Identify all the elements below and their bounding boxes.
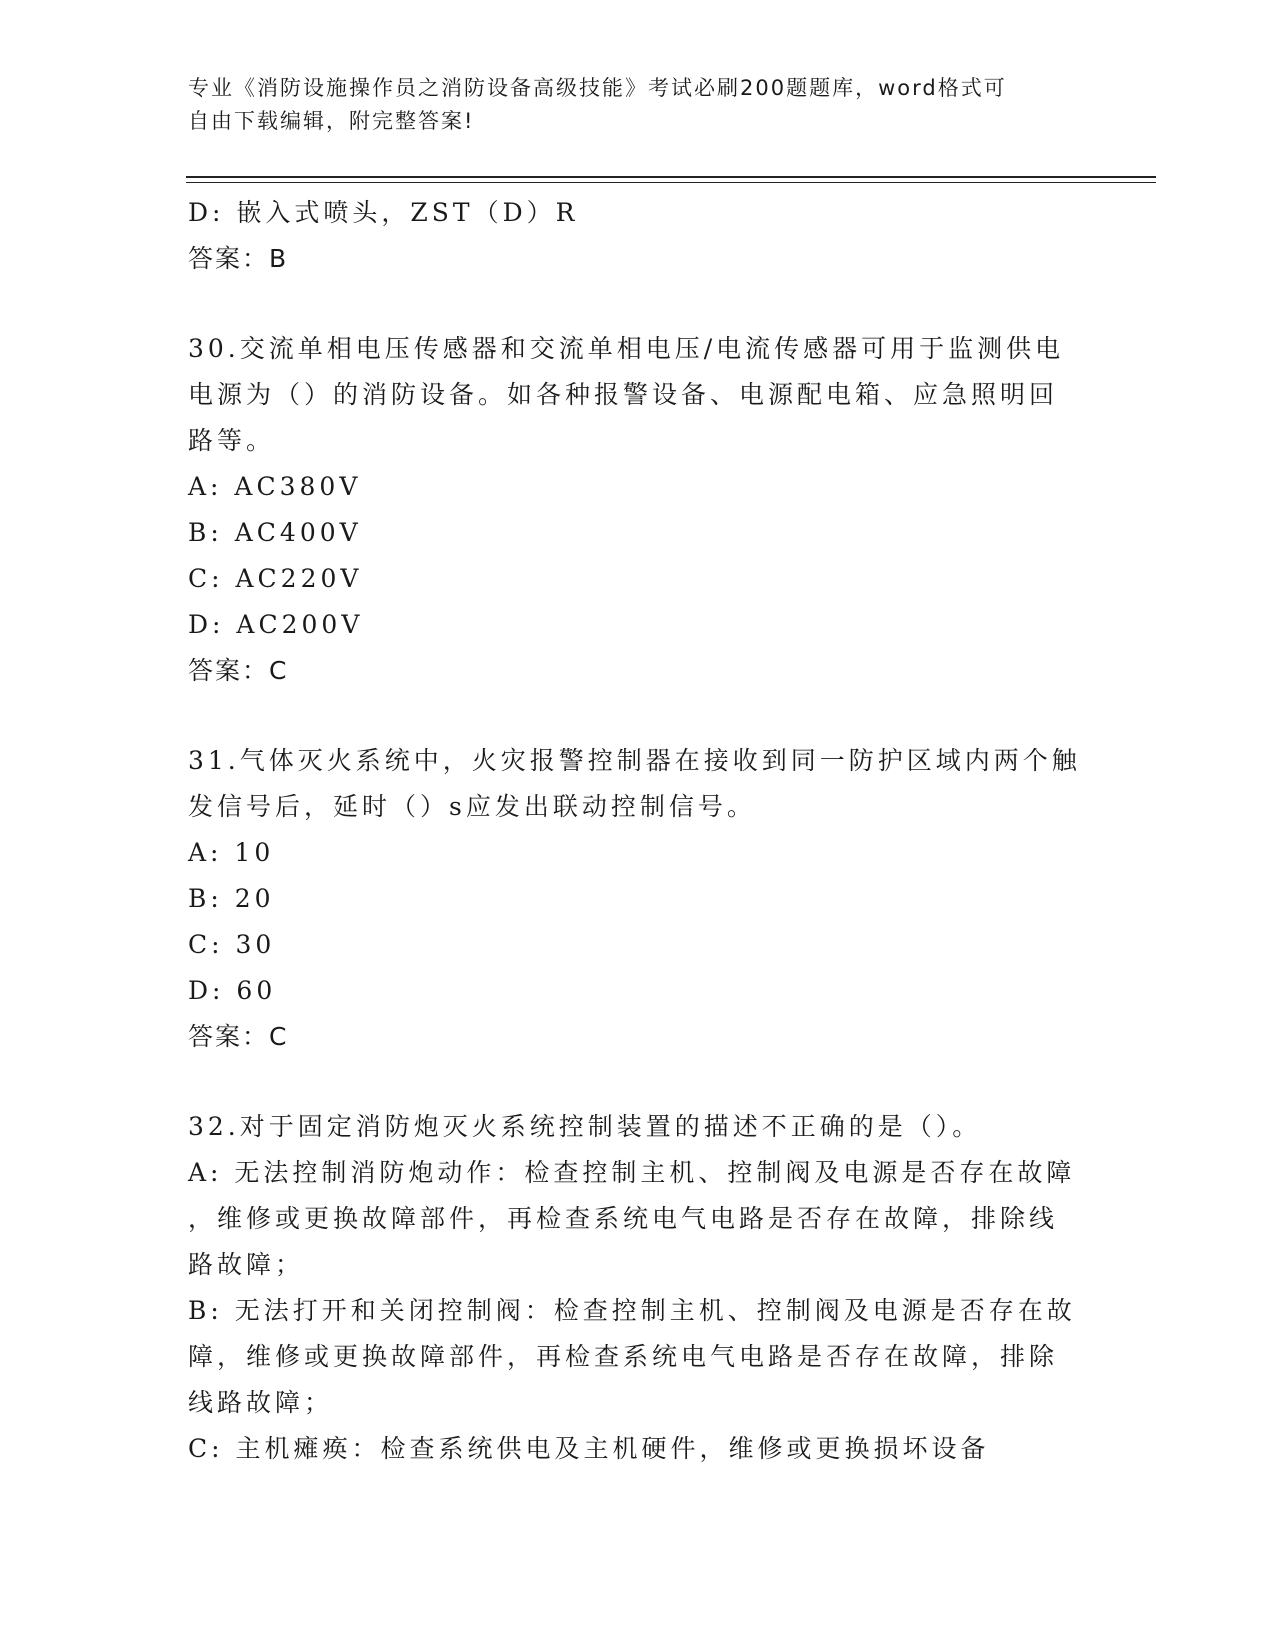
- question-31: [188, 738, 1088, 1060]
- option-line: D: 嵌入式喷头，ZST（D）R: [188, 198, 579, 227]
- option-c: C: 30: [188, 930, 276, 959]
- question-text: 电源为（）的消防设备。如各种报警设备、电源配电箱、应急照明回: [188, 380, 1059, 409]
- document-header: [188, 72, 1088, 138]
- option-d: D: 60: [188, 976, 277, 1005]
- question-30: [188, 326, 1088, 694]
- header-line-1: 专业《消防设施操作员之消防设备高级技能》考试必刷200题题库，word格式可: [188, 76, 1007, 100]
- option-b-line: B: 无法打开和关闭控制阀：检查控制主机、控制阀及电源是否存在故: [188, 1296, 1076, 1325]
- question-text: 30.交流单相电压传感器和交流单相电压/电流传感器可用于监测供电: [188, 334, 1065, 363]
- header-rule-thin: [186, 182, 1156, 183]
- header-line-2: 自由下载编辑，附完整答案!: [188, 109, 475, 133]
- option-a: A: AC380V: [188, 472, 362, 501]
- question-text: 31.气体灭火系统中，火灾报警控制器在接收到同一防护区域内两个触: [188, 746, 1081, 775]
- option-c-line: C: 主机瘫痪：检查系统供电及主机硬件，维修或更换损坏设备: [188, 1434, 990, 1463]
- answer-line: 答案：C: [188, 1022, 289, 1051]
- option-a-line: 路故障；: [188, 1250, 305, 1279]
- question-text: 路等。: [188, 426, 276, 455]
- option-a-line: A: 无法控制消防炮动作：检查控制主机、控制阀及电源是否存在故障: [188, 1158, 1076, 1187]
- header-rule-thick: [186, 176, 1156, 178]
- option-b: B: AC400V: [188, 518, 362, 547]
- question-text: 32.对于固定消防炮灭火系统控制装置的描述不正确的是（）。: [188, 1112, 982, 1141]
- option-a-line: ，维修或更换故障部件，再检查系统电气电路是否存在故障，排除线: [188, 1204, 1059, 1233]
- answer-line: 答案：B: [188, 244, 289, 273]
- document-body: [188, 190, 1088, 1472]
- option-c: C: AC220V: [188, 564, 363, 593]
- option-a: A: 10: [188, 838, 275, 867]
- option-b-line: 障，维修或更换故障部件，再检查系统电气电路是否存在故障，排除: [188, 1342, 1059, 1371]
- option-b: B: 20: [188, 884, 275, 913]
- option-b-line: 线路故障；: [188, 1388, 334, 1417]
- option-d: D: AC200V: [188, 610, 364, 639]
- answer-line: 答案：C: [188, 656, 289, 685]
- question-text: 发信号后，延时（）s应发出联动控制信号。: [188, 792, 756, 821]
- question-32: [188, 1104, 1088, 1472]
